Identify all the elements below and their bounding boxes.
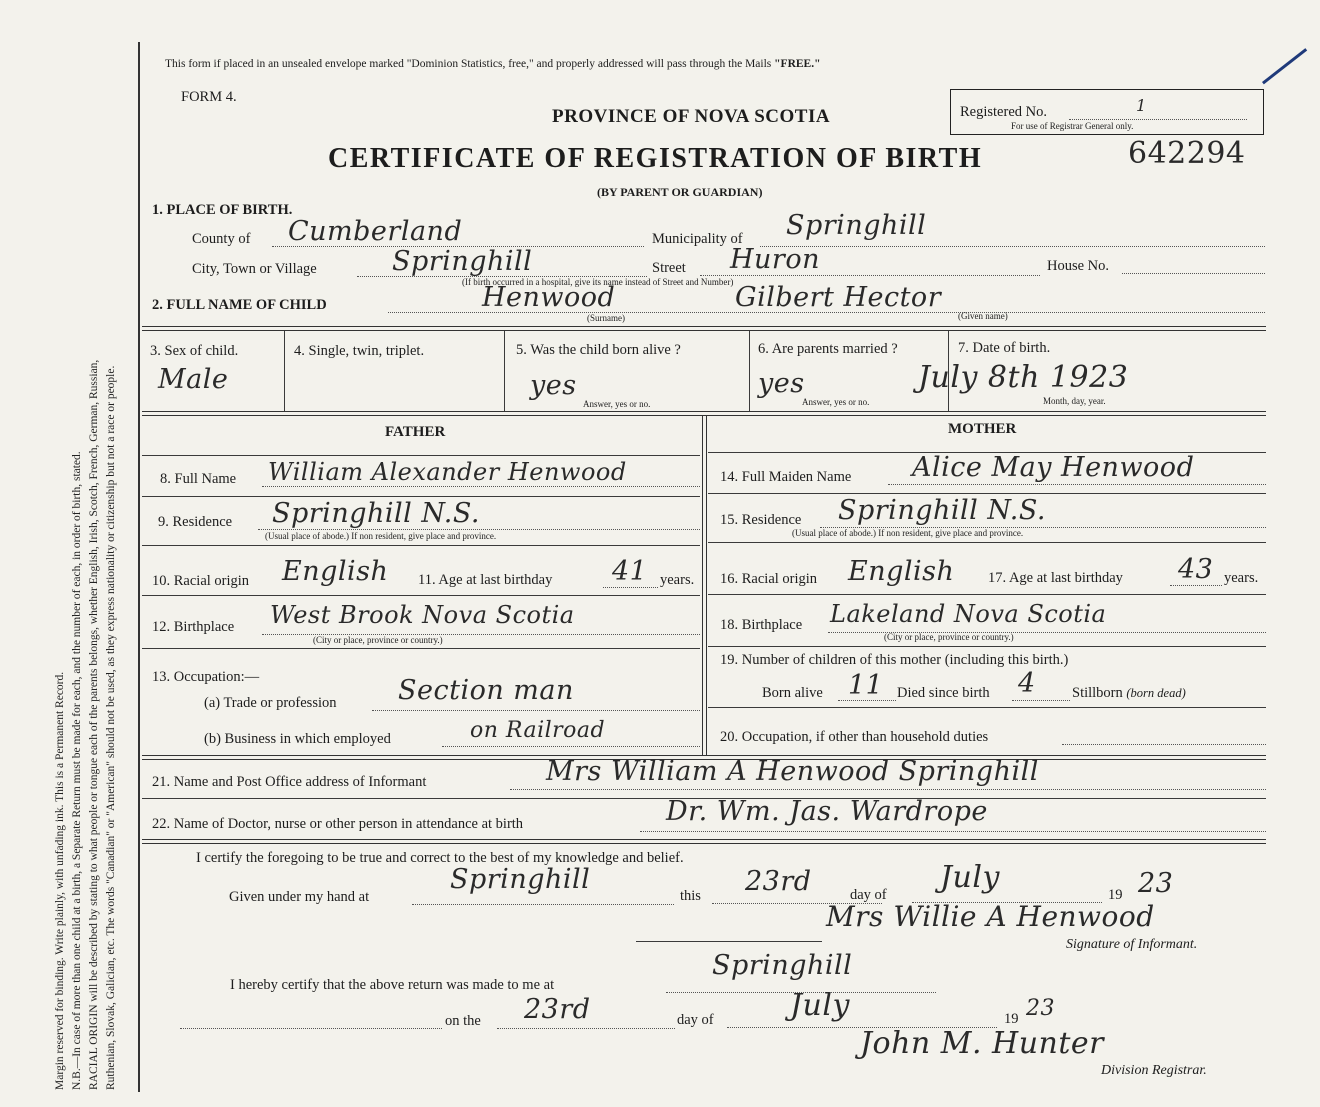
mother-racial-label: 16. Racial origin bbox=[720, 571, 818, 587]
date-note: Month, day, year. bbox=[1043, 396, 1106, 406]
day-of-label: day of bbox=[850, 887, 887, 903]
municipality-label: Municipality of bbox=[652, 231, 743, 247]
answer-note-2: Answer, yes or no. bbox=[802, 397, 870, 407]
married-label: 6. Are parents married ? bbox=[758, 341, 898, 357]
registered-value: 1 bbox=[1136, 96, 1147, 115]
father-business-value: on Railroad bbox=[470, 718, 606, 743]
this-label: this bbox=[680, 888, 701, 904]
registered-year-value: 23 bbox=[1026, 996, 1055, 1021]
answer-note-1: Answer, yes or no. bbox=[583, 399, 651, 409]
given-year-value: 23 bbox=[1138, 868, 1174, 899]
father-age-label: 11. Age at last birthday bbox=[418, 572, 553, 588]
given-day-value: 23rd bbox=[745, 866, 812, 897]
certify-statement: I certify the foregoing to be true and correct to the best of my knowledge and belief. bbox=[196, 850, 684, 866]
registered-year-prefix: 19 bbox=[1004, 1011, 1019, 1027]
hereby-certify-label: I hereby certify that the above return was made to me at bbox=[230, 977, 555, 993]
margin-note-4: Ruthenian, Slovak, Galician, etc. The words "Canadian" or "American" should not be used, as they express nationality or citizenship but not a race or people. bbox=[105, 365, 117, 1090]
place-of-birth-label: 1. PLACE OF BIRTH. bbox=[152, 202, 293, 218]
mother-children-label: 19. Number of children of this mother (including this birth.) bbox=[720, 652, 1069, 668]
father-heading: FATHER bbox=[385, 424, 446, 440]
given-place-value: Springhill bbox=[450, 864, 591, 895]
doctor-label: 22. Name of Doctor, nurse or other person in attendance at birth bbox=[152, 816, 524, 832]
mother-racial-value: English bbox=[848, 556, 955, 587]
margin-note-3: RACIAL ORIGIN will be described by stating to what people or tongue each of the parents belongs, whether English, Irish, Scotch, French, German, Russian, bbox=[88, 359, 100, 1090]
mother-birthplace-note: (City or place, province or country.) bbox=[884, 632, 1014, 642]
county-label: County of bbox=[192, 231, 251, 247]
mother-name-label: 14. Full Maiden Name bbox=[720, 469, 852, 485]
father-racial-value: English bbox=[282, 556, 389, 587]
mother-age-label: 17. Age at last birthday bbox=[988, 570, 1123, 586]
form-number: FORM 4. bbox=[181, 89, 237, 105]
certificate-subtitle: (BY PARENT OR GUARDIAN) bbox=[597, 185, 763, 199]
given-name-note: (Given name) bbox=[958, 311, 1008, 321]
father-age-value: 41 bbox=[612, 556, 648, 587]
father-name-value: William Alexander Henwood bbox=[268, 458, 627, 486]
informant-signature-label: Signature of Informant. bbox=[1066, 937, 1198, 952]
father-birthplace-value: West Brook Nova Scotia bbox=[270, 601, 575, 629]
married-value: yes bbox=[758, 368, 805, 399]
father-birthplace-note: (City or place, province or country.) bbox=[313, 635, 443, 645]
informant-signature: Mrs Willie A Henwood bbox=[826, 900, 1155, 933]
mother-years-label: years. bbox=[1224, 570, 1259, 586]
mother-abode-note: (Usual place of abode.) If non resident, give place and province. bbox=[792, 528, 1024, 538]
city-label: City, Town or Village bbox=[192, 261, 317, 277]
father-trade-value: Section man bbox=[398, 675, 574, 706]
sex-value: Male bbox=[158, 364, 229, 395]
mother-age-value: 43 bbox=[1178, 554, 1214, 585]
father-racial-label: 10. Racial origin bbox=[152, 573, 250, 589]
certificate-number: 642294 bbox=[1128, 136, 1246, 171]
registered-box bbox=[950, 89, 1264, 135]
mother-residence-value: Springhill N.S. bbox=[838, 495, 1046, 526]
house-label: House No. bbox=[1047, 258, 1110, 274]
died-since-birth-label: Died since birth bbox=[897, 685, 990, 701]
father-residence-value: Springhill N.S. bbox=[272, 498, 480, 529]
margin-note-2: N.B.—In case of more than one child at a birth, a Separate Return must be made for each, and the number of each, in order of birth, stated. bbox=[71, 451, 83, 1090]
date-of-birth-value: July 8th 1923 bbox=[918, 360, 1129, 395]
informant-value: Mrs William A Henwood Springhill bbox=[546, 756, 1039, 787]
mail-notice: This form if placed in an unsealed envelope marked "Dominion Statistics, free," and properly addressed will pass through the Mails "FREE." bbox=[165, 58, 821, 70]
sex-label: 3. Sex of child. bbox=[150, 343, 239, 359]
father-occupation-label: 13. Occupation:— bbox=[152, 669, 260, 685]
born-alive-count: 11 bbox=[848, 670, 884, 701]
province-title: PROVINCE OF NOVA SCOTIA bbox=[552, 106, 831, 127]
mother-name-value: Alice May Henwood bbox=[912, 452, 1195, 483]
hospital-note: (If birth occurred in a hospital, give its name instead of Street and Number) bbox=[462, 277, 734, 287]
mother-birthplace-value: Lakeland Nova Scotia bbox=[830, 600, 1107, 628]
pen-stroke bbox=[1262, 48, 1307, 84]
hereby-place-value: Springhill bbox=[712, 950, 853, 981]
on-the-label: on the bbox=[445, 1013, 481, 1029]
margin-notes bbox=[52, 40, 120, 1090]
father-years-label: years. bbox=[660, 572, 695, 588]
day-of-label-2: day of bbox=[677, 1012, 714, 1028]
city-value: Springhill bbox=[392, 246, 533, 277]
single-twin-label: 4. Single, twin, triplet. bbox=[294, 343, 425, 359]
doctor-value: Dr. Wm. Jas. Wardrope bbox=[666, 796, 988, 827]
registered-month-value: July bbox=[790, 988, 850, 1023]
certificate-title: CERTIFICATE OF REGISTRATION OF BIRTH bbox=[328, 143, 983, 174]
street-value: Huron bbox=[730, 244, 820, 275]
stillborn-label: Stillborn (born dead) bbox=[1072, 685, 1186, 701]
section-divider bbox=[142, 326, 1266, 331]
on-the-day-value: 23rd bbox=[524, 994, 591, 1025]
father-birthplace-label: 12. Birthplace bbox=[152, 619, 235, 635]
child-surname: Henwood bbox=[482, 282, 616, 313]
mother-occupation-label: 20. Occupation, if other than household duties bbox=[720, 729, 989, 745]
father-trade-label: (a) Trade or profession bbox=[204, 695, 337, 711]
mother-residence-label: 15. Residence bbox=[720, 512, 802, 528]
father-name-label: 8. Full Name bbox=[160, 471, 237, 487]
division-registrar-label: Division Registrar. bbox=[1101, 1063, 1207, 1078]
registered-note: For use of Registrar General only. bbox=[1011, 121, 1134, 131]
date-of-birth-label: 7. Date of birth. bbox=[958, 340, 1051, 356]
given-under-hand-label: Given under my hand at bbox=[229, 889, 370, 905]
county-value: Cumberland bbox=[288, 216, 463, 247]
binding-line bbox=[138, 42, 140, 1092]
father-residence-label: 9. Residence bbox=[158, 514, 233, 530]
registrar-signature: John M. Hunter bbox=[860, 1026, 1105, 1061]
section-divider bbox=[142, 839, 1266, 844]
registered-label: Registered No. bbox=[960, 104, 1047, 120]
father-business-label: (b) Business in which employed bbox=[204, 731, 391, 747]
street-label: Street bbox=[652, 260, 686, 276]
mother-birthplace-label: 18. Birthplace bbox=[720, 617, 803, 633]
child-name-label: 2. FULL NAME OF CHILD bbox=[152, 297, 327, 313]
margin-note-1: Margin reserved for binding. Write plainly, with unfading ink. This is a Permanent Record. bbox=[54, 671, 66, 1090]
given-month-value: July bbox=[940, 860, 1000, 895]
child-given-name: Gilbert Hector bbox=[735, 282, 942, 313]
column-divider bbox=[702, 415, 707, 755]
born-alive-count-label: Born alive bbox=[762, 685, 823, 701]
municipality-value: Springhill bbox=[786, 210, 927, 241]
given-year-prefix: 19 bbox=[1108, 887, 1123, 903]
mother-heading: MOTHER bbox=[948, 421, 1017, 437]
born-alive-label: 5. Was the child born alive ? bbox=[516, 342, 681, 358]
father-abode-note: (Usual place of abode.) If non resident, give place and province. bbox=[265, 531, 497, 541]
informant-label: 21. Name and Post Office address of Informant bbox=[152, 774, 427, 790]
born-alive-value: yes bbox=[530, 370, 577, 401]
died-since-birth-count: 4 bbox=[1018, 668, 1036, 699]
surname-note: (Surname) bbox=[587, 313, 625, 323]
